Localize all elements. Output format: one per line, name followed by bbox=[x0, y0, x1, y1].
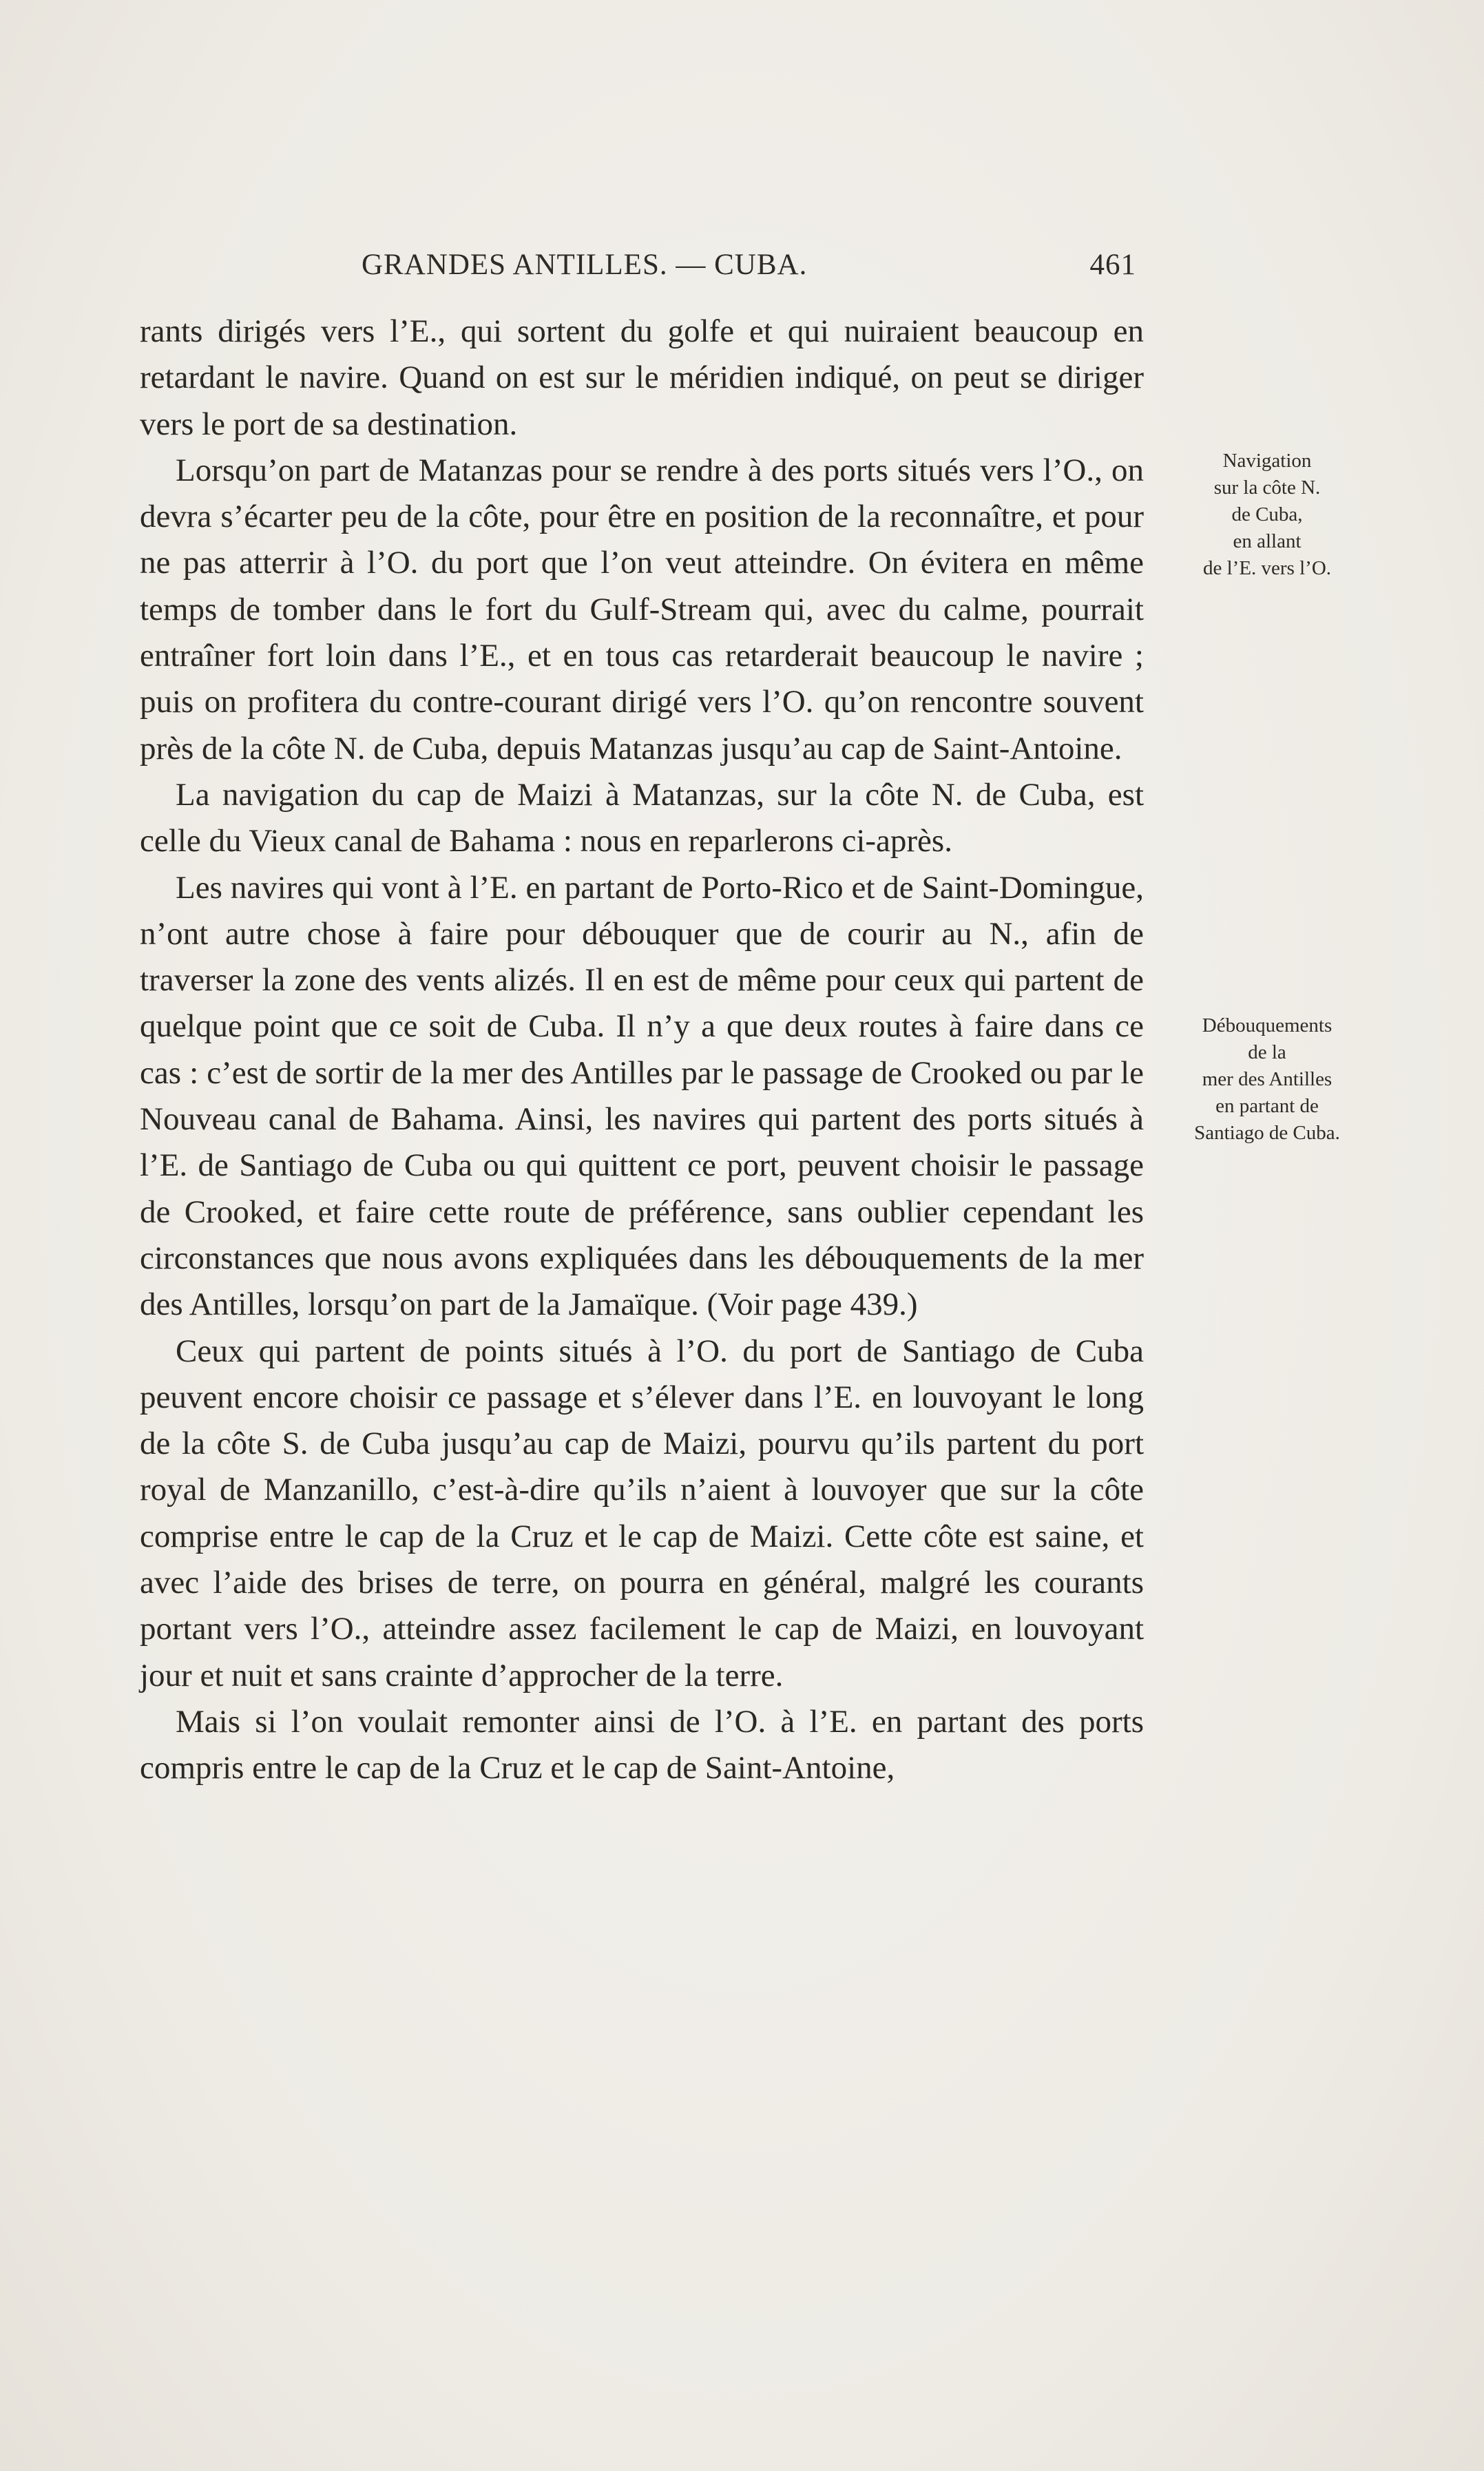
margin-note-line: de Cuba, bbox=[1231, 503, 1303, 525]
margin-note-line: sur la côte N. bbox=[1213, 477, 1321, 499]
main-text bbox=[140, 309, 1144, 1792]
margin-note-line: Débouquements bbox=[1202, 1014, 1333, 1036]
margin-note-line: Santiago de Cuba. bbox=[1194, 1122, 1340, 1144]
margin-note-line: en partant de bbox=[1215, 1095, 1319, 1117]
paragraph: Lorsqu’on part de Matanzas pour se rendre à des ports situés vers l’O., on devra s’écarter peu de la côte, pour être en position de la reconnaître, et pour ne pas atterrir à l’O. du port que l’on veut atteindre. On évitera en même temps de tomber dans le fort du Gulf-Stream qui, avec du calme, pourrait entraîner fort loin dans l’E., et en tous cas retarderait beaucoup le navire ; puis on profitera du contre-courant dirigé vers l’O. qu’on rencontre souvent près de la côte N. de Cuba, depuis Matanzas jusqu’au cap de Saint-Antoine. bbox=[140, 452, 1144, 767]
header-title: GRANDES ANTILLES. — CUBA. bbox=[362, 249, 808, 281]
margin-note-line: mer des Antilles bbox=[1202, 1068, 1333, 1090]
running-header bbox=[141, 248, 1143, 296]
margin-note-line: Navigation bbox=[1222, 450, 1312, 472]
margin-note-line: de la bbox=[1248, 1041, 1286, 1063]
page-number: 461 bbox=[1089, 249, 1136, 281]
paragraph: Ceux qui partent de points situés à l’O. du port de Santiago de Cuba peuvent encore choisir ce passage et s’élever dans l’E. en louvoyant le long de la côte S. de Cuba jusqu’au cap de Maizi, pourvu qu’ils partent du port royal de Manzanillo, c’est-à-dire qu’ils n’aient à louvoyer que sur la côte comprise entre le cap de la Cruz et le cap de Maizi. Cette côte est saine, et avec l’aide des brises de terre, on pourra en général, malgré les courants portant vers l’O., atteindre assez facilement le cap de Maizi, en louvoyant jour et nuit et sans crainte d’approcher de la terre. bbox=[140, 1333, 1144, 1693]
margin-note-line: en allant bbox=[1233, 530, 1302, 552]
paragraph-continued: rants dirigés vers l’E., qui sortent du golfe et qui nuiraient beaucoup en retardant le navire. Quand on est sur le méridien indiqué, on peut se diriger vers le port de sa destination. bbox=[140, 313, 1144, 442]
margin-note-debouquements bbox=[1164, 1012, 1370, 1147]
margin-note-navigation bbox=[1164, 448, 1370, 582]
margin-note-line: de l’E. vers l’O. bbox=[1202, 557, 1332, 579]
paragraph: Mais si l’on voulait remonter ainsi de l’O. à l’E. en partant des ports compris entre le cap de la Cruz et le cap de Saint-Antoine, bbox=[140, 1703, 1144, 1786]
paragraph: Les navires qui vont à l’E. en partant de Porto-Rico et de Saint-Domingue, n’ont autre chose à faire pour débouquer que de courir au N., afin de traverser la zone des vents alizés. Il en est de même pour ceux qui partent de quelque point que ce soit de Cuba. Il n’y a que deux routes à faire dans ce cas : c’est de sortir de la mer des Antilles par le passage de Crooked ou par le Nouveau canal de Bahama. Ainsi, les navires qui partent des ports situés à l’E. de Santiago de Cuba ou qui quittent ce port, peuvent choisir le passage de Crooked, et faire cette route de préférence, sans oublier cependant les circonstances que nous avons expliquées dans les débouquements de la mer des Antilles, lorsqu’on part de la Jamaïque. (Voir page 439.) bbox=[140, 869, 1144, 1323]
paragraph: La navigation du cap de Maizi à Matanzas, sur la côte N. de Cuba, est celle du Vieux canal de Bahama : nous en reparlerons ci-après. bbox=[140, 776, 1144, 859]
